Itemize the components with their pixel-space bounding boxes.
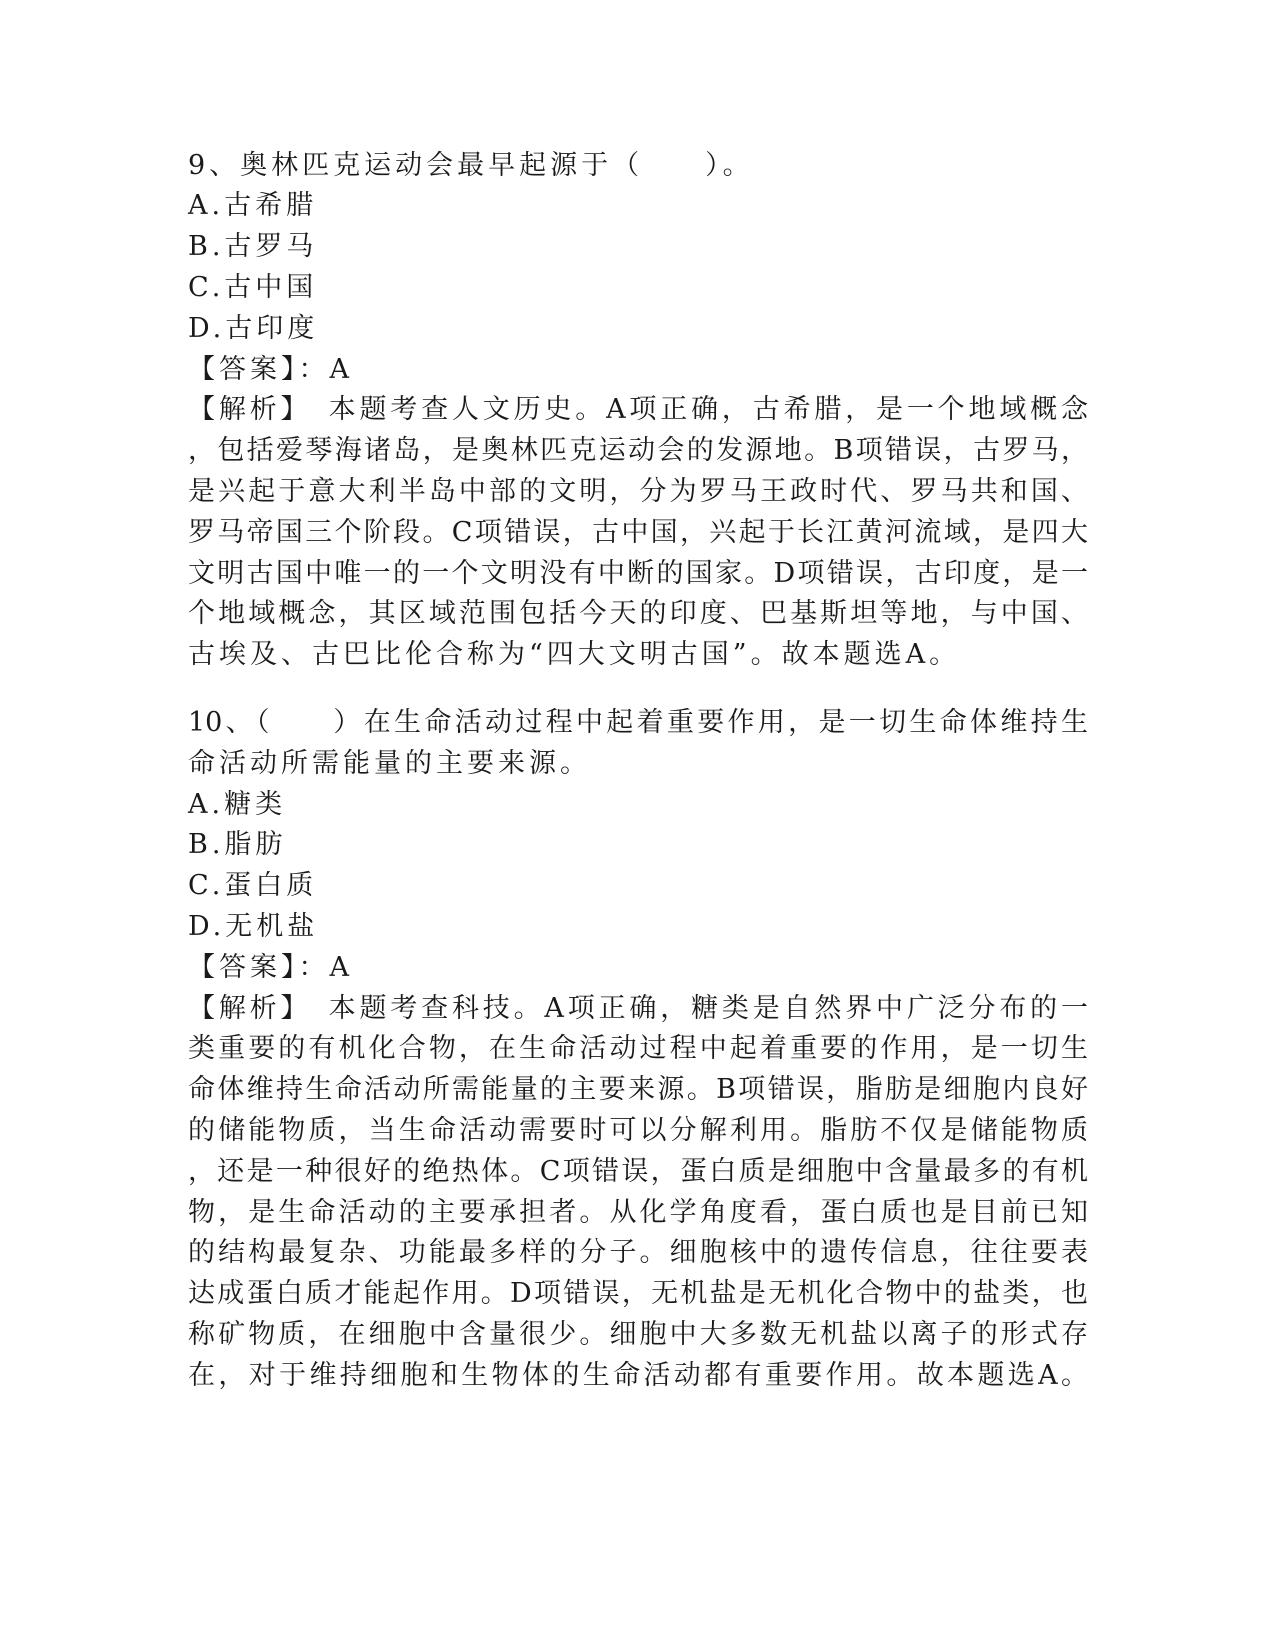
- analysis-line: 【解析】 本题考查人文历史。A项正确，古希腊，是一个地域概念: [188, 394, 1088, 425]
- analysis-line: 达成蛋白质才能起作用。D项错误，无机盐是无机化合物中的盐类，也: [188, 1278, 1088, 1309]
- answer-line: 【答案】：A: [188, 952, 353, 983]
- option-c: C.蛋白质: [188, 870, 318, 901]
- analysis-line: 罗马帝国三个阶段。C项错误，古中国，兴起于长江黄河流域，是四大: [188, 517, 1088, 548]
- document-page: [188, 0, 1088, 1650]
- question-stem: 10、（ ）在生命活动过程中起着重要作用，是一切生命体维持生: [188, 707, 1088, 738]
- analysis-line: 【解析】 本题考查科技。A项正确，糖类是自然界中广泛分布的一: [188, 993, 1088, 1024]
- analysis-line: 古埃及、古巴比伦合称为“四大文明古国”。故本题选A。: [188, 639, 961, 670]
- analysis-line: ，还是一种很好的绝热体。C项错误，蛋白质是细胞中含量最多的有机: [188, 1156, 1088, 1187]
- question-stem: 命活动所需能量的主要来源。: [188, 748, 591, 779]
- option-b: B.古罗马: [188, 231, 318, 262]
- analysis-line: 称矿物质，在细胞中含量很少。细胞中大多数无机盐以离子的形式存: [188, 1319, 1088, 1350]
- analysis-line: 文明古国中唯一的一个文明没有中断的国家。D项错误，古印度，是一: [188, 558, 1088, 589]
- option-b: B.脂肪: [188, 829, 287, 860]
- analysis-line: 类重要的有机化合物，在生命活动过程中起着重要的作用，是一切生: [188, 1033, 1088, 1064]
- option-d: D.古印度: [188, 313, 319, 344]
- option-c: C.古中国: [188, 272, 318, 303]
- option-a: A.糖类: [188, 789, 287, 820]
- analysis-line: 物，是生命活动的主要承担者。从化学角度看，蛋白质也是目前已知: [188, 1197, 1088, 1228]
- option-d: D.无机盐: [188, 911, 319, 942]
- analysis-line: ，包括爱琴海诸岛，是奥林匹克运动会的发源地。B项错误，古罗马，: [188, 435, 1088, 466]
- analysis-line: 的储能物质，当生命活动需要时可以分解利用。脂肪不仅是储能物质: [188, 1115, 1088, 1146]
- option-a: A.古希腊: [188, 190, 318, 221]
- analysis-line: 是兴起于意大利半岛中部的文明，分为罗马王政时代、罗马共和国、: [188, 476, 1088, 507]
- analysis-line: 个地域概念，其区域范围包括今天的印度、巴基斯坦等地，与中国、: [188, 598, 1088, 629]
- answer-line: 【答案】：A: [188, 354, 353, 385]
- analysis-line: 在，对于维持细胞和生物体的生命活动都有重要作用。故本题选A。: [188, 1360, 1088, 1391]
- question-stem: 9、奥林匹克运动会最早起源于（ ）。: [188, 150, 754, 181]
- analysis-line: 命体维持生命活动所需能量的主要来源。B项错误，脂肪是细胞内良好: [188, 1074, 1088, 1105]
- analysis-line: 的结构最复杂、功能最多样的分子。细胞核中的遗传信息，往往要表: [188, 1237, 1088, 1268]
